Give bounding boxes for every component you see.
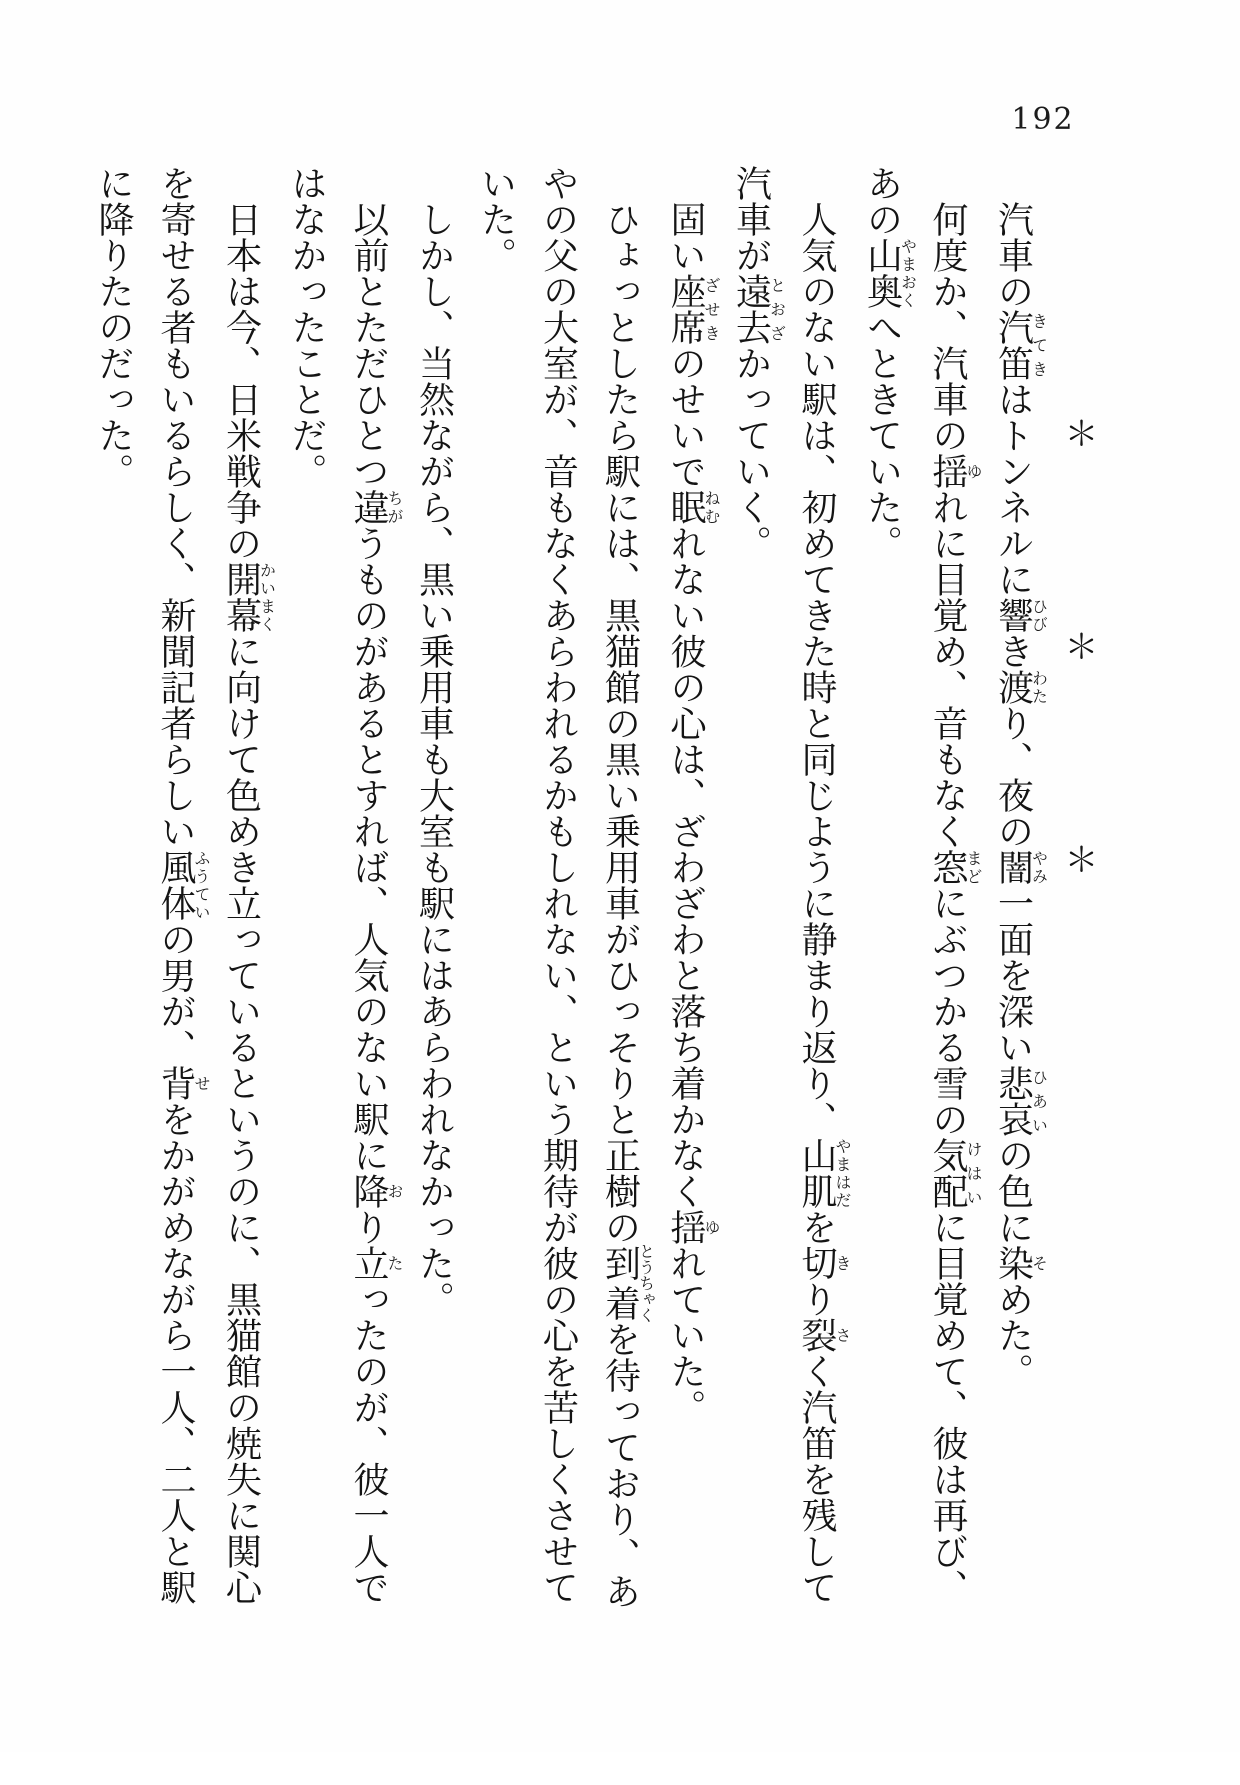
text-run: れない彼の心は、ざわざわと落ち着かなく [665, 525, 706, 1209]
text-run: れていた。 [665, 1245, 706, 1425]
ruby-annotated-run: 到着とうちゃく [599, 1243, 656, 1323]
text-run: に目覚めて、彼は再び、 [927, 1209, 968, 1605]
ruby-annotated-run: 違ちが [348, 489, 404, 525]
furigana: まど [964, 849, 983, 885]
text-run: く汽笛を残して [796, 1353, 837, 1605]
text-run: ったのが、彼一人で [348, 1281, 389, 1605]
furigana: ひあい [1029, 1065, 1049, 1137]
furigana: ひび [1029, 597, 1049, 633]
ruby-annotated-run: 渡わた [992, 669, 1049, 705]
text-run: へときていた。 [861, 309, 903, 561]
text-run: 何度か、汽車の [927, 201, 968, 453]
furigana: やみ [1029, 849, 1049, 885]
ruby-annotated-run: 気配けはい [927, 1137, 983, 1209]
text-run: 一面を深い [992, 885, 1034, 1065]
text-run: 汽車が [730, 165, 772, 273]
furigana: ゆ [702, 1209, 721, 1245]
asterisk-separator-icon: ＊ [1058, 416, 1098, 450]
ruby-annotated-run: 揺ゆ [927, 453, 983, 489]
text-run: 汽車の [992, 201, 1034, 309]
text-column-11 [337, 165, 403, 1785]
furigana: さ [833, 1317, 852, 1353]
text-run: 固い [665, 201, 706, 273]
ruby-annotated-run: 闇やみ [992, 849, 1049, 885]
vertical-text-block [82, 165, 1109, 1785]
ruby-annotated-run: 遠去とおざ [730, 273, 787, 345]
furigana: やまはだ [833, 1137, 852, 1209]
asterisk-separator-icon: ＊ [1058, 629, 1098, 663]
text-run: を待っており、あ [599, 1321, 641, 1609]
furigana: せ [192, 1065, 211, 1101]
text-run: の男が、 [155, 921, 196, 1065]
text-run: 以前とただひとつ [348, 201, 389, 489]
text-column-8 [527, 165, 589, 1785]
separator-column [1047, 165, 1109, 1785]
text-run: 人気のない駅は、初めてきた時と同じように静まり返り、 [796, 201, 837, 1137]
ruby-annotated-run: 切き [796, 1245, 852, 1281]
text-run: ひょっとしたら駅には、黒猫館の黒い乗用車がひっそりと正樹の [599, 201, 641, 1245]
ruby-annotated-run: 背せ [155, 1065, 211, 1101]
furigana: とおざ [767, 273, 787, 345]
text-run: り [796, 1281, 837, 1317]
text-run: を [796, 1209, 837, 1245]
ruby-annotated-run: 座席ざせき [665, 273, 721, 345]
text-run: めた。 [992, 1281, 1034, 1389]
text-column-3 [851, 165, 917, 1785]
furigana: ふうてい [192, 849, 211, 921]
text-run: かっていく。 [730, 345, 772, 561]
text-run: しかし、当然ながら、黒い乗用車も大室も駅にはあらわれなかった。 [413, 201, 455, 1317]
text-run: に向けて色めき立っているというのに、黒猫館の焼失に関心 [220, 633, 262, 1605]
furigana: た [385, 1245, 404, 1281]
furigana: きてき [1029, 309, 1049, 381]
text-column-6 [654, 165, 720, 1785]
furigana: とうちゃく [636, 1243, 656, 1323]
ruby-annotated-run: 染そ [992, 1245, 1049, 1281]
furigana: わた [1029, 669, 1049, 705]
ruby-annotated-run: 眠ねむ [665, 489, 721, 525]
text-run: にぶつかる雪の [927, 885, 968, 1137]
page-number: 192 [1011, 102, 1075, 137]
ruby-annotated-run: 山肌やまはだ [796, 1137, 852, 1209]
furigana: お [385, 1173, 404, 1209]
text-run: いた。 [475, 165, 517, 273]
text-run: はトンネルに [992, 381, 1034, 597]
text-run: 日本は今、日米戦争の [220, 201, 262, 561]
text-run: のせいで [665, 345, 706, 489]
text-column-2 [916, 165, 982, 1785]
ruby-annotated-run: 窓まど [927, 849, 983, 885]
furigana: ねむ [702, 489, 721, 525]
ruby-annotated-run: 降お [348, 1173, 404, 1209]
text-run: やの父の大室が、音もなくあらわれるかもしれない、という期待が彼の心を苦しくさせて [537, 165, 579, 1605]
text-column-5 [720, 165, 786, 1785]
text-column-10 [403, 165, 465, 1785]
furigana: き [833, 1245, 852, 1281]
ruby-annotated-run: 立た [348, 1245, 404, 1281]
text-column-4 [785, 165, 851, 1785]
text-column-1 [982, 165, 1048, 1785]
text-run: をかがめながら一人、二人と駅 [155, 1101, 196, 1605]
ruby-annotated-run: 悲哀ひあい [992, 1065, 1049, 1137]
text-column-14 [144, 165, 210, 1785]
text-column-7 [589, 165, 655, 1785]
ruby-annotated-run: 響ひび [992, 597, 1049, 633]
text-run: あの [861, 165, 903, 237]
text-run: き [992, 633, 1034, 669]
text-column-12 [275, 165, 337, 1785]
text-run: うものがあるとすれば、人気のない駅に [348, 525, 389, 1173]
ruby-annotated-run: 揺ゆ [665, 1209, 721, 1245]
text-run: の色に [992, 1137, 1034, 1245]
text-column-13 [210, 165, 276, 1785]
ruby-annotated-run: 汽笛きてき [992, 309, 1049, 381]
furigana: ちが [385, 489, 404, 525]
text-run: り、夜の [992, 705, 1034, 849]
furigana: けはい [964, 1137, 983, 1209]
furigana: ゆ [964, 453, 983, 489]
text-column-9 [465, 165, 527, 1785]
furigana: かいまく [257, 561, 277, 633]
text-run: り [348, 1209, 389, 1245]
ruby-annotated-run: 裂さ [796, 1317, 852, 1353]
ruby-annotated-run: 山奥やまおく [861, 237, 918, 309]
furigana: やまおく [898, 237, 918, 309]
text-run: に降りたのだった。 [93, 165, 134, 489]
text-run: れに目覚め、音もなく [927, 489, 968, 849]
asterisk-separator-icon: ＊ [1058, 842, 1098, 876]
text-run: を寄せる者もいるらしく、新聞記者らしい [155, 165, 196, 849]
furigana: ざせき [702, 273, 721, 345]
ruby-annotated-run: 開幕かいまく [220, 561, 277, 633]
ruby-annotated-run: 風体ふうてい [155, 849, 211, 921]
furigana: そ [1029, 1245, 1049, 1281]
text-run: はなかったことだ。 [286, 165, 327, 489]
text-column-15 [82, 165, 144, 1785]
